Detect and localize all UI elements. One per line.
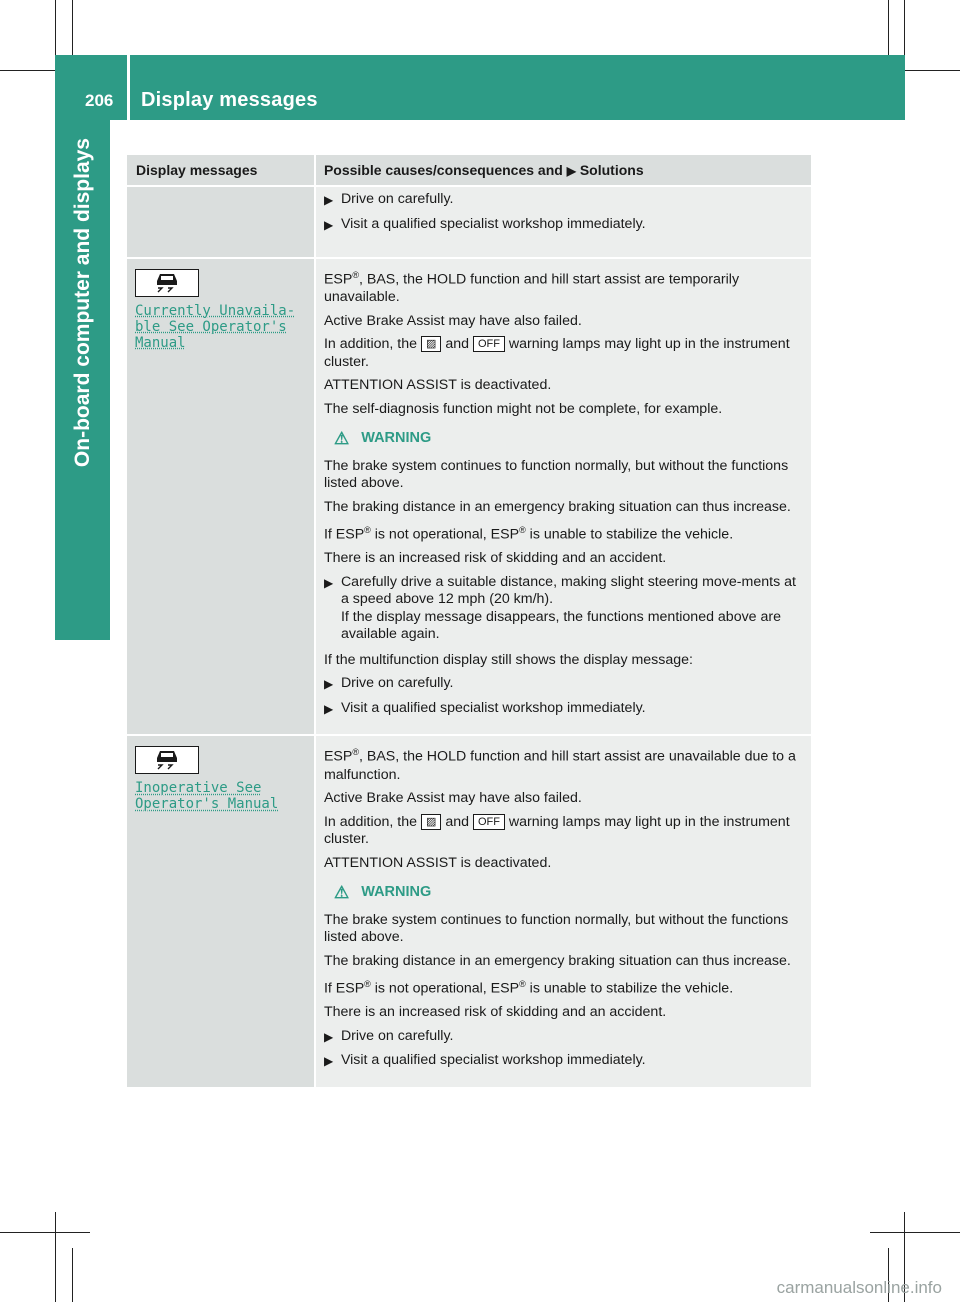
crop-mark (55, 1212, 56, 1302)
bullet-arrow-icon: ▶ (566, 164, 576, 178)
esp-off-icon: OFF (473, 814, 505, 830)
paragraph: The self-diagnosis function might not be complete, for example. (323, 400, 723, 417)
page-header (55, 55, 905, 120)
bullet-arrow-icon: ▶ (323, 1054, 334, 1069)
crop-mark (888, 0, 889, 55)
crop-mark (72, 0, 73, 55)
skid-car-icon: ▨ (421, 336, 441, 352)
bullet-arrow-icon: ▶ (323, 193, 334, 207)
paragraph: ESP®, BAS, the HOLD function and hill start assist are unavailable due to a malfunction. (323, 747, 796, 783)
table-header-row (127, 155, 811, 186)
solution-cell (315, 258, 811, 735)
table-row (127, 258, 811, 735)
paragraph: Active Brake Assist may have also failed. (323, 790, 582, 807)
display-message-text: Inoperative See Operator's Manual (135, 780, 279, 813)
crop-mark (0, 1232, 90, 1233)
col-header-solutions-text: Solutions (579, 162, 644, 178)
solution-cell (315, 735, 811, 1086)
paragraph: ATTENTION ASSIST is deactivated. (323, 377, 552, 394)
paragraph: The braking distance in an emergency braking situation can thus increase. (323, 498, 791, 515)
col-header-causes-text: Possible causes/consequences and (323, 162, 563, 178)
bullet-arrow-icon: ▶ (323, 575, 334, 590)
list-item: ▶ Drive on carefully. (324, 1028, 799, 1047)
paragraph: The brake system continues to function normally, but without the functions listed above. (323, 457, 789, 492)
table-row (127, 735, 811, 1086)
paragraph: If ESP® is not operational, ESP® is unable to stabilize the vehicle. (323, 979, 734, 997)
paragraph: In addition, the ▨ and OFF warning lamps may light up in the instrument cluster. (323, 813, 790, 848)
crop-mark (870, 1232, 960, 1233)
warning-heading: ⚠ WARNING (333, 883, 432, 903)
warning-triangle-icon: ⚠ (333, 429, 350, 449)
bullet-arrow-icon: ▶ (323, 217, 334, 232)
header-divider (127, 55, 130, 120)
watermark: carmanualsonline.info (776, 1278, 942, 1297)
display-messages-table (127, 155, 811, 1087)
warning-heading: ⚠ WARNING (333, 429, 432, 449)
paragraph: If the multifunction display still shows the display message: (323, 651, 693, 668)
skid-car-icon (135, 746, 199, 774)
warning-triangle-icon: ⚠ (333, 883, 350, 903)
paragraph: The braking distance in an emergency braking situation can thus increase. (323, 952, 791, 969)
col-header-messages: Display messages (127, 155, 315, 186)
list-item: ▶ Visit a qualified specialist workshop immediately. (324, 1052, 799, 1071)
paragraph: In addition, the ▨ and OFF warning lamps may light up in the instrument cluster. (323, 336, 790, 370)
paragraph: Active Brake Assist may have also failed. (323, 312, 582, 329)
chapter-label: On-board computer and displays (71, 138, 94, 468)
message-cell (127, 735, 315, 1086)
list-item: ▶ Carefully drive a suitable distance, making slight steering move-ments at a speed above 12 mph (20 km/h). If the display message disappears, the functions mentioned above are available again. (323, 573, 796, 643)
list-item: ▶ Drive on carefully. (324, 675, 799, 694)
message-cell (127, 186, 315, 258)
paragraph: ATTENTION ASSIST is deactivated. (323, 854, 552, 871)
paragraph: The brake system continues to function normally, but without the functions listed above. (323, 911, 789, 946)
list-item: ▶ Visit a qualified specialist workshop immediately. (324, 216, 799, 235)
chapter-side-tab (55, 120, 110, 640)
skid-car-icon (135, 269, 199, 297)
skid-car-icon: ▨ (421, 814, 441, 830)
paragraph: ESP®, BAS, the HOLD function and hill start assist are temporarily unavailable. (323, 270, 740, 306)
list-item: ▶ Drive on carefully. (324, 191, 799, 210)
display-message-text: Currently Unavaila- ble See Operator's Manual (135, 303, 296, 351)
list-item: ▶ Visit a qualified specialist workshop immediately. (324, 700, 799, 719)
bullet-arrow-icon: ▶ (323, 701, 334, 716)
bullet-arrow-icon: ▶ (323, 677, 334, 692)
esp-off-icon: OFF (473, 336, 505, 352)
table-row (127, 186, 811, 258)
message-cell (127, 258, 315, 735)
page-number: 206 (85, 91, 114, 110)
crop-mark (72, 1248, 73, 1302)
paragraph: There is an increased risk of skidding and an accident. (323, 550, 667, 567)
solution-cell (315, 186, 811, 258)
bullet-arrow-icon: ▶ (323, 1029, 334, 1044)
paragraph: If ESP® is not operational, ESP® is unable to stabilize the vehicle. (323, 525, 734, 543)
page-title: Display messages (141, 89, 318, 111)
paragraph: There is an increased risk of skidding and an accident. (323, 1004, 667, 1021)
col-header-causes (315, 155, 811, 186)
